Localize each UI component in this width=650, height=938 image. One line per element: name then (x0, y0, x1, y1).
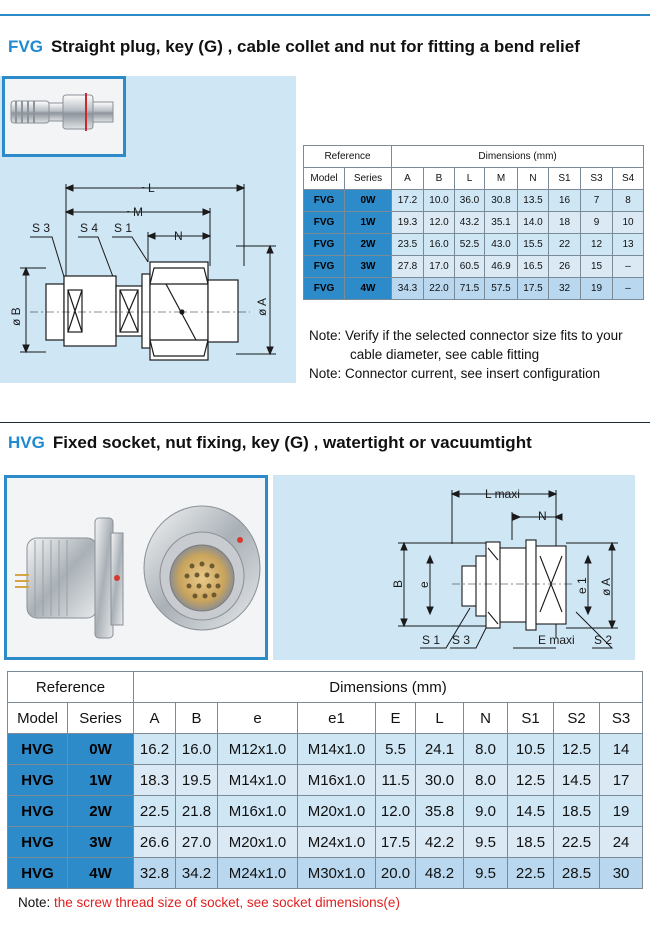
model-cell: HVG (8, 796, 68, 827)
dimension-cell: 71.5 (455, 278, 485, 300)
table-row (304, 234, 644, 256)
dimension-cell: 12.0 (376, 796, 416, 827)
dimension-cell: 9.5 (464, 827, 508, 858)
dimension-cell: 8.0 (464, 734, 508, 765)
fvg-dimensions-table (303, 145, 644, 300)
dimension-cell: M24x1.0 (298, 827, 376, 858)
dimension-cell: 17 (600, 765, 643, 796)
fvg-title: Straight plug, key (G) , cable collet and nut for fitting a bend relief (50, 37, 580, 56)
column-header: L (455, 168, 485, 190)
fvg-product-photo (2, 76, 126, 157)
hvg-title: Fixed socket, nut fixing, key (G) , watertight or vacuumtight (52, 433, 532, 452)
column-header: Series (68, 703, 134, 734)
fvg-dimensions-header: Dimensions (mm) (392, 146, 644, 168)
column-header: Model (8, 703, 68, 734)
dimension-cell: 17.0 (424, 256, 455, 278)
column-header: S2 (554, 703, 600, 734)
dimension-cell: 9 (581, 212, 613, 234)
dimension-cell: 15.5 (518, 234, 549, 256)
dimension-cell: 9.0 (464, 796, 508, 827)
dimension-cell: 14 (600, 734, 643, 765)
dimension-cell: 42.2 (416, 827, 464, 858)
column-header: S1 (508, 703, 554, 734)
model-cell: FVG (304, 278, 345, 300)
label-L-maxi: L maxi (485, 487, 520, 501)
column-header: S3 (581, 168, 613, 190)
dimension-cell: 18 (549, 212, 581, 234)
dimension-cell: 8.0 (464, 765, 508, 796)
dimension-cell: 24.1 (416, 734, 464, 765)
label-N: N (174, 229, 183, 243)
dimension-cell: 30 (600, 858, 643, 889)
model-cell: HVG (8, 765, 68, 796)
series-cell: 1W (68, 765, 134, 796)
label-S4: S 4 (80, 221, 99, 235)
label-e: e (417, 581, 431, 588)
label-M: ~M (126, 205, 144, 219)
dimension-cell: 43.0 (485, 234, 518, 256)
dimension-cell: 43.2 (455, 212, 485, 234)
model-cell: FVG (304, 256, 345, 278)
dimension-cell: 16.0 (176, 734, 218, 765)
dimension-cell: 22.5 (134, 796, 176, 827)
label-oA: ø A (255, 297, 269, 316)
column-header: E (376, 703, 416, 734)
dimension-cell: 18.5 (508, 827, 554, 858)
dimension-cell: 22 (549, 234, 581, 256)
dimension-cell: – (613, 256, 644, 278)
dimension-cell: 30.8 (485, 190, 518, 212)
dimension-cell: M16x1.0 (298, 765, 376, 796)
dimension-cell: 34.3 (392, 278, 424, 300)
dimension-cell: 57.5 (485, 278, 518, 300)
column-header: A (134, 703, 176, 734)
hvg-product-photo (4, 475, 268, 660)
column-header: A (392, 168, 424, 190)
dimension-cell: M20x1.0 (218, 827, 298, 858)
dimension-cell: 16.0 (424, 234, 455, 256)
dimension-cell: 52.5 (455, 234, 485, 256)
dimension-cell: 19.3 (392, 212, 424, 234)
table-row (304, 256, 644, 278)
column-header: B (176, 703, 218, 734)
dimension-cell: M30x1.0 (298, 858, 376, 889)
model-cell: HVG (8, 827, 68, 858)
column-header: B (424, 168, 455, 190)
model-cell: FVG (304, 190, 345, 212)
fvg-section-title (8, 37, 580, 57)
dimension-cell: 35.8 (416, 796, 464, 827)
dimension-cell: 14.0 (518, 212, 549, 234)
table-row (304, 212, 644, 234)
dimension-cell: 19 (600, 796, 643, 827)
dimension-cell: 12.5 (554, 734, 600, 765)
column-header: M (485, 168, 518, 190)
dimension-cell: 9.5 (464, 858, 508, 889)
dimension-cell: 17.5 (518, 278, 549, 300)
hvg-socket-image (7, 478, 265, 657)
label-S1-hvg: S 1 (422, 633, 441, 647)
label-S3: S 3 (32, 221, 51, 235)
label-S2-hvg: S 2 (594, 633, 613, 647)
label-L: ~L (141, 181, 155, 195)
dimension-cell: 34.2 (176, 858, 218, 889)
column-header: Model (304, 168, 345, 190)
dimension-cell: 17.2 (392, 190, 424, 212)
dimension-cell: M14x1.0 (218, 765, 298, 796)
dimension-cell: 28.5 (554, 858, 600, 889)
dimension-cell: 30.0 (416, 765, 464, 796)
top-rule (0, 14, 650, 16)
dimension-cell: 22.5 (508, 858, 554, 889)
column-header: Series (345, 168, 392, 190)
dimension-cell: 18.5 (554, 796, 600, 827)
dimension-cell: – (613, 278, 644, 300)
dimension-cell: 22.5 (554, 827, 600, 858)
table-row (304, 278, 644, 300)
model-cell: HVG (8, 734, 68, 765)
label-oB: ø B (9, 307, 23, 326)
dimension-cell: 8 (613, 190, 644, 212)
label-e1: e 1 (575, 577, 589, 594)
series-cell: 3W (68, 827, 134, 858)
dimension-cell: 22.0 (424, 278, 455, 300)
dimension-cell: 27.8 (392, 256, 424, 278)
dimension-cell: 14.5 (508, 796, 554, 827)
hvg-technical-drawing (273, 475, 635, 660)
dimension-cell: 48.2 (416, 858, 464, 889)
series-cell: 1W (345, 212, 392, 234)
fvg-note-fit (309, 326, 623, 364)
column-header: S1 (549, 168, 581, 190)
dimension-cell: 19.5 (176, 765, 218, 796)
dimension-cell: 16 (549, 190, 581, 212)
hvg-section-title (8, 433, 532, 453)
dimension-cell: 10.5 (508, 734, 554, 765)
dimension-cell: 10.0 (424, 190, 455, 212)
dimension-cell: M24x1.0 (218, 858, 298, 889)
series-cell: 4W (345, 278, 392, 300)
series-cell: 0W (68, 734, 134, 765)
dimension-cell: 17.5 (376, 827, 416, 858)
table-row (304, 190, 644, 212)
dimension-cell: 14.5 (554, 765, 600, 796)
label-S3-hvg: S 3 (452, 633, 471, 647)
column-header: e (218, 703, 298, 734)
hvg-code: HVG (8, 433, 45, 452)
hvg-note-text: the screw thread size of socket, see socket dimensions(e) (54, 895, 400, 910)
table-row (8, 858, 643, 889)
dimension-cell: 10 (613, 212, 644, 234)
series-cell: 3W (345, 256, 392, 278)
dimension-cell: 19 (581, 278, 613, 300)
dimension-cell: M20x1.0 (298, 796, 376, 827)
model-cell: FVG (304, 212, 345, 234)
column-header: N (464, 703, 508, 734)
dimension-cell: 26 (549, 256, 581, 278)
hvg-reference-header: Reference (8, 672, 134, 703)
column-header: S3 (600, 703, 643, 734)
dimension-cell: 13 (613, 234, 644, 256)
dimension-cell: M12x1.0 (218, 734, 298, 765)
hvg-dimensions-header: Dimensions (mm) (134, 672, 643, 703)
dimension-cell: 15 (581, 256, 613, 278)
hvg-dimensions-table (7, 671, 643, 889)
dimension-cell: 27.0 (176, 827, 218, 858)
dimension-cell: 21.8 (176, 796, 218, 827)
table-row (8, 827, 643, 858)
model-cell: HVG (8, 858, 68, 889)
label-oA-hvg: ø A (599, 577, 613, 596)
dimension-cell: 26.6 (134, 827, 176, 858)
dimension-cell: 5.5 (376, 734, 416, 765)
series-cell: 2W (345, 234, 392, 256)
fvg-code: FVG (8, 37, 43, 56)
column-header: S4 (613, 168, 644, 190)
dimension-cell: 35.1 (485, 212, 518, 234)
dimension-cell: 36.0 (455, 190, 485, 212)
label-B-hvg: B (391, 579, 405, 588)
dimension-cell: 24 (600, 827, 643, 858)
dimension-cell: 20.0 (376, 858, 416, 889)
dimension-cell: 12.0 (424, 212, 455, 234)
dimension-cell: M14x1.0 (298, 734, 376, 765)
dimension-cell: 12 (581, 234, 613, 256)
table-row (8, 796, 643, 827)
table-row (8, 765, 643, 796)
fvg-plug-image (5, 79, 123, 154)
dimension-cell: 12.5 (508, 765, 554, 796)
column-header: L (416, 703, 464, 734)
dimension-cell: 32 (549, 278, 581, 300)
dimension-cell: 7 (581, 190, 613, 212)
series-cell: 0W (345, 190, 392, 212)
dimension-cell: 23.5 (392, 234, 424, 256)
column-header: N (518, 168, 549, 190)
hvg-note (18, 893, 400, 912)
dimension-cell: 18.3 (134, 765, 176, 796)
table-row (8, 734, 643, 765)
dimension-cell: M16x1.0 (218, 796, 298, 827)
fvg-technical-drawing (0, 160, 296, 380)
fvg-reference-header: Reference (304, 146, 392, 168)
label-S1: S 1 (114, 221, 133, 235)
mid-rule (0, 422, 650, 423)
hvg-note-prefix: Note: (18, 895, 55, 910)
dimension-cell: 13.5 (518, 190, 549, 212)
model-cell: FVG (304, 234, 345, 256)
fvg-note-fit-line1: Note: Verify if the selected connector size fits to your (309, 328, 623, 343)
column-header: e1 (298, 703, 376, 734)
dimension-cell: 46.9 (485, 256, 518, 278)
dimension-cell: 32.8 (134, 858, 176, 889)
dimension-cell: 11.5 (376, 765, 416, 796)
dimension-cell: 16.5 (518, 256, 549, 278)
series-cell: 2W (68, 796, 134, 827)
series-cell: 4W (68, 858, 134, 889)
dimension-cell: 60.5 (455, 256, 485, 278)
fvg-note-current: Note: Connector current, see insert configuration (309, 366, 601, 381)
dimension-cell: 16.2 (134, 734, 176, 765)
label-E-maxi: E maxi (538, 633, 575, 647)
fvg-note-fit-line2: cable diameter, see cable fitting (350, 347, 540, 362)
label-N-hvg: N (538, 509, 547, 523)
